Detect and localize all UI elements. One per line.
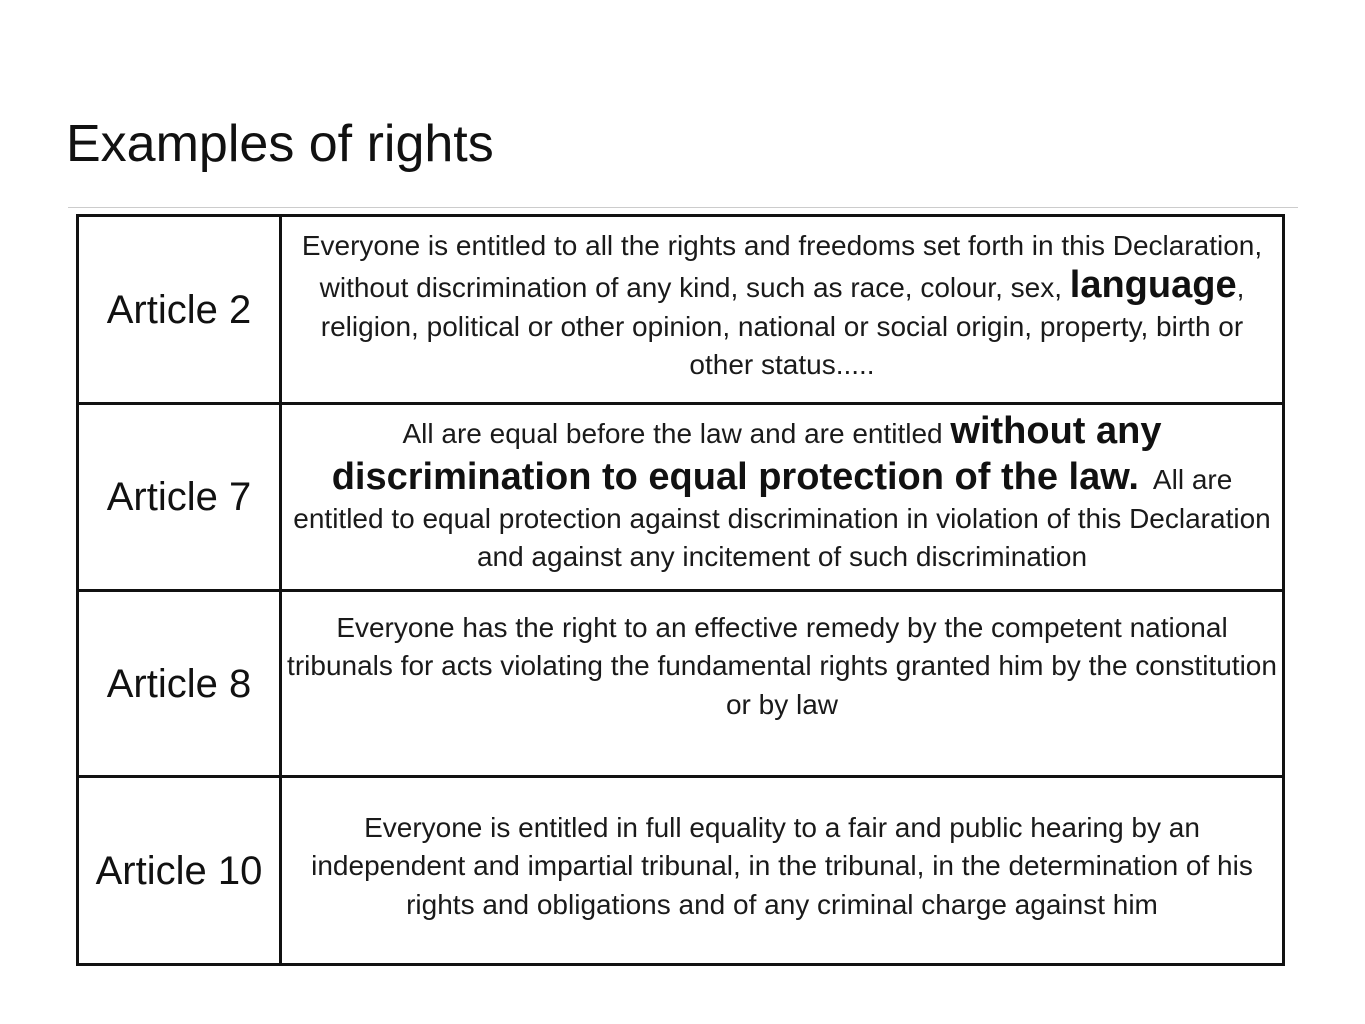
article-label: Article 7 bbox=[106, 475, 252, 519]
rights-table bbox=[76, 214, 1285, 966]
article-text: Everyone has the right to an effective remedy by the competent national tribunals for acts violating the fundamental rights granted him by the constitution or by law bbox=[287, 611, 1277, 720]
article-text-cell bbox=[281, 216, 1284, 404]
article-text-part: All are entitled to equal protection against discrimination in violation of this Declaration and against any incitement of such discrimination bbox=[293, 463, 1279, 572]
article-label: Article 2 bbox=[106, 287, 252, 332]
table-row bbox=[78, 777, 1284, 965]
article-label-cell bbox=[78, 404, 281, 591]
article-text bbox=[282, 408, 1282, 577]
article-text-cell bbox=[281, 404, 1284, 591]
article-label-cell bbox=[78, 591, 281, 777]
article-text-cell bbox=[281, 591, 1284, 777]
article-text-part: , religion, political or other opinion, national or social origin, property, birth or other status..... bbox=[320, 272, 1245, 380]
page-title: Examples of rights bbox=[66, 115, 494, 173]
table-row bbox=[78, 216, 1284, 404]
article-text bbox=[282, 227, 1282, 385]
table-row bbox=[78, 591, 1284, 777]
article-emphasis: without any discrimination to equal protection of the law. bbox=[331, 409, 1162, 498]
article-label: Article 10 bbox=[95, 848, 263, 893]
article-text-part: Everyone is entitled to all the rights and freedoms set forth in this Declaration, without discrimination of any kind, such as race, colour, sex, bbox=[301, 229, 1263, 303]
table-row bbox=[78, 404, 1284, 591]
article-text: Everyone is entitled in full equality to a fair and public hearing by an independent and impartial tribunal, in the tribunal, in the determination of his rights and obligations and of any criminal charge against him bbox=[311, 811, 1253, 920]
article-label-cell bbox=[78, 777, 281, 965]
article-emphasis: language bbox=[1069, 264, 1237, 306]
article-label-cell bbox=[78, 216, 281, 404]
article-text-cell bbox=[281, 777, 1284, 965]
article-label: Article 8 bbox=[106, 661, 252, 706]
title-divider bbox=[68, 207, 1298, 208]
article-text-part: All are equal before the law and are entitled bbox=[402, 417, 951, 449]
